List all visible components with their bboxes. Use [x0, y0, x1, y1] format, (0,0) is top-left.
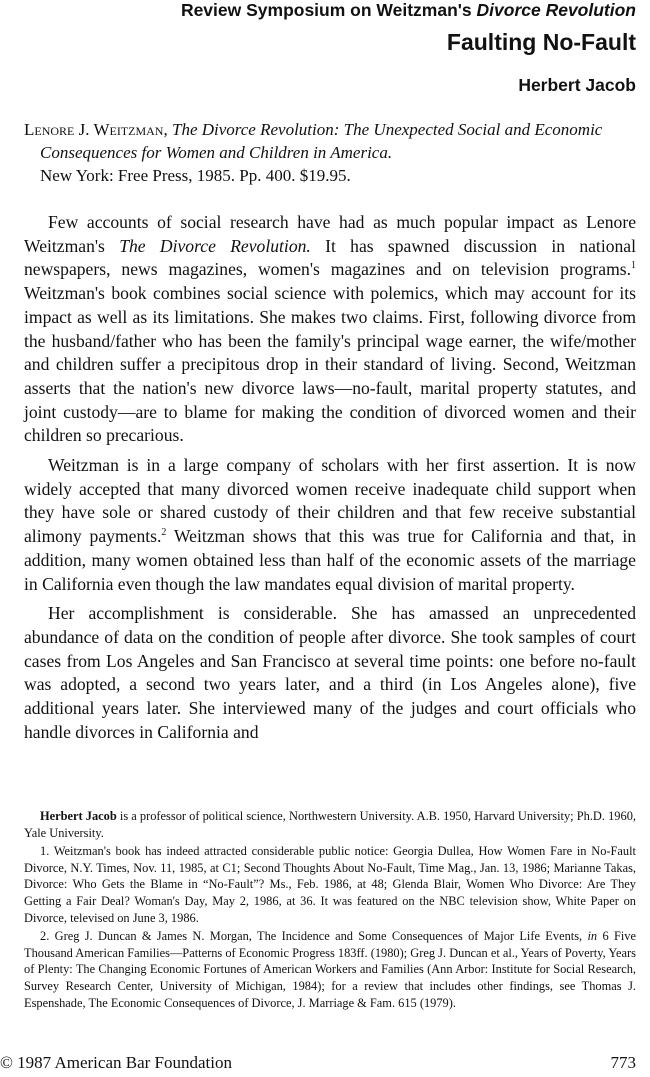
fn2-text-a: 2. Greg J. Duncan & James N. Morgan, The Incidence and Some Consequences of Major Life Events, — [40, 929, 588, 944]
p2-text-b: Weitzman shows that this was true for California and that, in addition, many women obtained less than half of the economic assets of the marriage in California even though the law mandates equal division of marital property. — [24, 526, 636, 594]
paragraph-1 — [24, 211, 636, 448]
copyright-notice: © 1987 American Bar Foundation — [0, 1053, 232, 1072]
author-note-bio: is a professor of political science, Northwestern University. A.B. 1950, Harvard University; Ph.D. 1960, Yale University. — [24, 809, 636, 840]
author-note — [24, 808, 636, 841]
page-number: 773 — [610, 1053, 636, 1072]
p2-text-a: Weitzman is in a large company of scholars with her first assertion. It is now widely accepted that many divorced women receive inadequate child support when they have sole or shared custody of their children and that few receive substantial alimony payments. — [24, 455, 636, 547]
citation-book-title: The Divorce Revolution: The Unexpected Social and Economic Consequences for Women and Children in America. — [40, 120, 603, 162]
footnotes — [24, 808, 636, 1013]
fn2-in: in — [587, 929, 598, 944]
footnote-1: 1. Weitzman's book has indeed attracted considerable public notice: Georgia Dullea, How Women Fare in No-Fault Divorce, N.Y. Times, Nov. 11, 1985, at C1; Second Thoughts About No-Fault, Time Mag., Jan. 13, 1986; Marianne Takas, Divorce: Who Gets the Blame in “No-Fault”? Ms., Feb. 1986, at 48; Glenda Blair, Women Who Divorce: Are They Getting a Fair Deal? Woman's Day, May 2, 1986, at 36. It was featured on the NBC television show, White Paper on Divorce, televised on June 3, 1986. — [24, 844, 636, 925]
kicker-prefix: Review Symposium on Weitzman's — [180, 0, 477, 20]
article-author: Herbert Jacob — [518, 75, 636, 95]
paragraph-3: Her accomplishment is considerable. She has amassed an unprecedented abundance of data on the condition of people after divorce. She took samples of court cases from Los Angeles and San Francisco at several time points: one before no-fault was adopted, a second two years later, and a third (in Los Angeles alone), five additional years later. She interviewed many of the judges and court officials who handle divorces in California and — [24, 603, 636, 742]
symposium-kicker — [181, 0, 636, 20]
book-citation — [24, 118, 636, 187]
paragraph-2 — [24, 454, 636, 596]
footnote-ref-2: 2 — [161, 527, 167, 539]
p1-book-title: The Divorce Revolution. — [119, 235, 311, 256]
footnote-2 — [24, 928, 636, 1011]
fn2-text-b: 6 Five Thousand American Families—Patterns of Economic Progress 183ff. (1980); Greg J. Duncan et al., Years of Poverty, Years of Plenty: The Changing Economic Fortunes of American Workers and Families (Ann Arbor: Institute for Social Research, Survey Research Center, University of Michigan, 1984); for a review that includes other findings, see Thomas J. Espenshade, The Economic Consequences of Divorce, J. Marriage & Fam. 615 (1979). — [24, 929, 636, 1010]
article-title: Faulting No-Fault — [446, 29, 636, 55]
citation-publication: New York: Free Press, 1985. Pp. 400. $19.95. — [40, 166, 351, 185]
citation-author: Lenore J. Weitzman, — [24, 120, 168, 139]
p1-text-b: It has spawned discussion in national newspapers, news magazines, women's magazines and on television programs. — [24, 235, 636, 280]
author-note-name: Herbert Jacob — [40, 809, 117, 823]
p1-text-c: Weitzman's book combines social science with polemics, which may account for its impact as well as its limitations. She makes two claims. First, following divorce from the husband/father who has been the family's principal wage earner, the wife/mother and children suffer a precipitous drop in their standard of living. Second, Weitzman asserts that the nation's new divorce laws—no-fault, marital property statutes, and joint custody—are to blame for making the condition of divorced women and their children so precarious. — [24, 283, 636, 446]
footnote-ref-1: 1 — [631, 260, 636, 272]
p1-text-a: Few accounts of social research have had as much popular impact as Lenore Weitzman's — [24, 212, 636, 256]
article-body — [24, 211, 636, 750]
kicker-italic: Divorce Revolution — [476, 0, 636, 20]
